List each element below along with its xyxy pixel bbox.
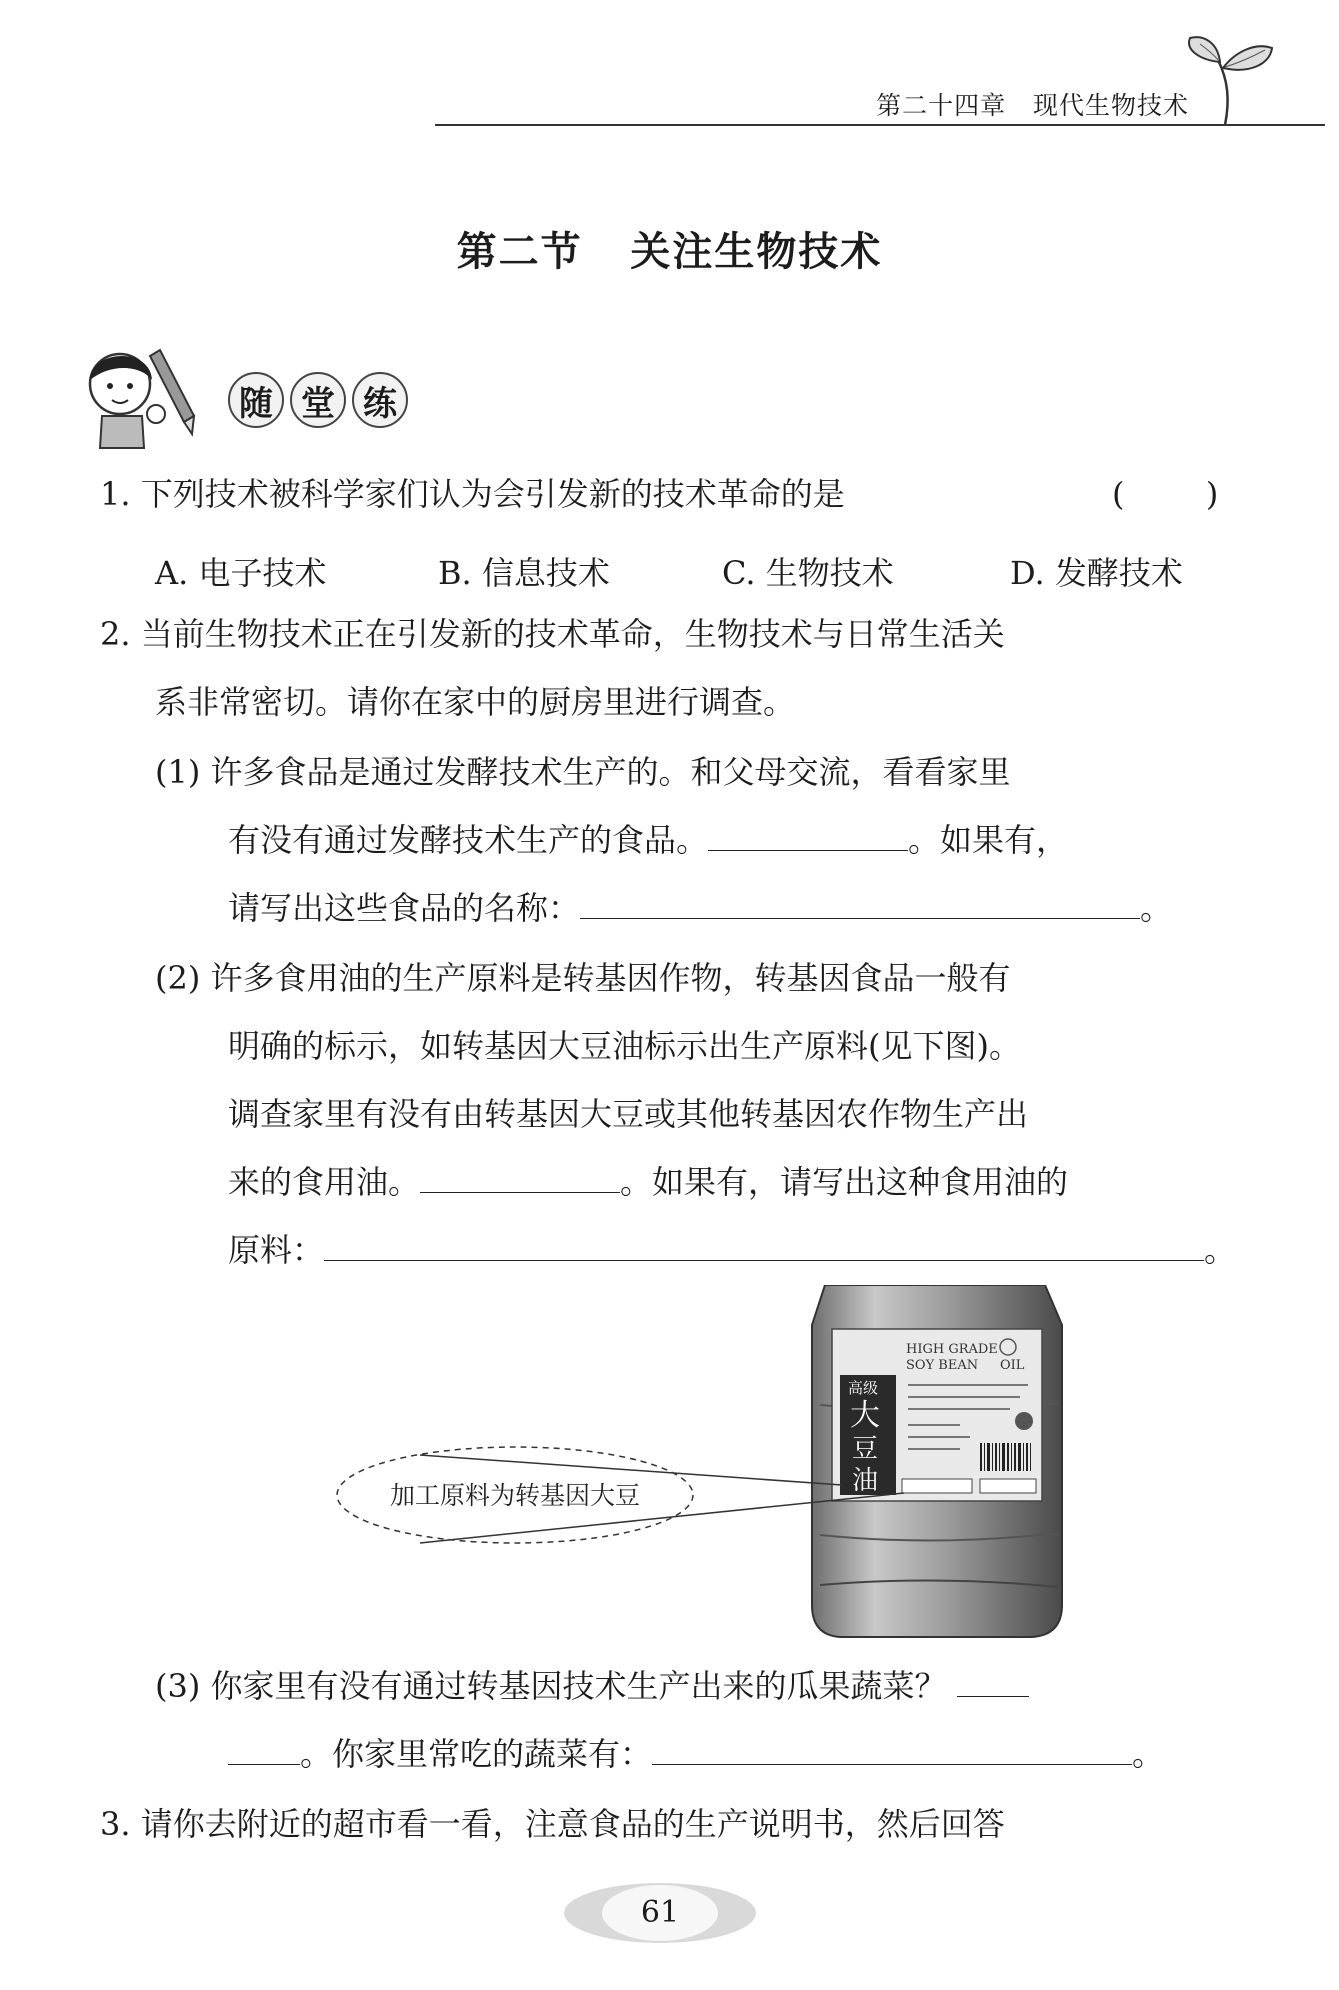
q2-line-1: 2. 当前生物技术正在引发新的技术革命，生物技术与日常生活关 — [100, 615, 1005, 653]
q2-p3-line-2 — [228, 1734, 1164, 1774]
bottle-label-cn: 油 — [852, 1466, 879, 1496]
q1-text: 1. 下列技术被科学家们认为会引发新的技术革命的是 — [100, 475, 845, 513]
bottle-label-cn: 豆 — [852, 1434, 879, 1464]
page-number: 61 — [640, 1895, 680, 1930]
q2-p1-text: 。 — [1140, 889, 1173, 927]
student-with-pencil-icon — [72, 336, 212, 456]
q2-p2-line-5 — [228, 1230, 1236, 1270]
q2-p2-line-3: 调查家里有没有由转基因大豆或其他转基因农作物生产出 — [228, 1095, 1029, 1133]
q2-p3-line-1 — [155, 1666, 1029, 1706]
q2-p2-line-1: (2) 许多食用油的生产原料是转基因作物，转基因食品一般有 — [155, 959, 1011, 997]
answer-blank[interactable] — [708, 820, 908, 851]
q1-answer-paren: ( ) — [1112, 475, 1219, 513]
figure-callout: 加工原料为转基因大豆 — [389, 1481, 641, 1510]
answer-blank[interactable] — [957, 1666, 1029, 1697]
practice-char: 练 — [352, 372, 408, 428]
q1-option-d: D. 发酵技术 — [1010, 554, 1183, 592]
q1-option-c: C. 生物技术 — [722, 554, 894, 592]
answer-blank[interactable] — [324, 1230, 1204, 1261]
q2-p2-text: 原料： — [228, 1231, 325, 1269]
q2-p2-line-2: 明确的标示，如转基因大豆油标示出生产原料(见下图)。 — [228, 1027, 1021, 1065]
q2-p2-line-4 — [228, 1162, 1068, 1202]
q2-p2-text: 来的食用油。 — [228, 1163, 421, 1201]
bottle-label-en: HIGH GRADE — [906, 1342, 998, 1357]
q2-p1-text: 请写出这些食品的名称： — [228, 889, 581, 927]
quality-seal-icon — [1015, 1412, 1033, 1430]
bottle-label-en: SOY BEAN — [906, 1358, 979, 1373]
q2-p3-text: 。 — [1132, 1735, 1165, 1773]
q2-p3-text: 。你家里常吃的蔬菜有： — [300, 1735, 653, 1773]
q1-option-b: B. 信息技术 — [438, 554, 610, 592]
q2-p3-text: (3) 你家里有没有通过转基因技术生产出来的瓜果蔬菜？ — [155, 1667, 947, 1705]
answer-blank[interactable] — [652, 1734, 1132, 1765]
q2-p2-text: 。 — [1204, 1231, 1237, 1269]
q2-p1-text: 。如果有， — [908, 821, 1069, 859]
practice-banner — [228, 372, 408, 428]
q2-p1-line-3 — [228, 888, 1172, 928]
q2-p2-text: 。如果有，请写出这种食用油的 — [620, 1163, 1069, 1201]
q2-p1-line-2 — [228, 820, 1068, 860]
practice-char: 随 — [228, 372, 284, 428]
soybean-oil-bottle-figure — [320, 1285, 1080, 1645]
answer-blank[interactable] — [420, 1162, 620, 1193]
section-title: 第二节 关注生物技术 — [456, 229, 883, 275]
bottle-label-cn: 高级 — [848, 1379, 879, 1397]
q2-line-2: 系非常密切。请你在家中的厨房里进行调查。 — [155, 683, 796, 721]
practice-char: 堂 — [290, 372, 346, 428]
answer-blank[interactable] — [228, 1734, 300, 1765]
running-header: 第二十四章 现代生物技术 — [876, 91, 1189, 120]
q3-line-1: 3. 请你去附近的超市看一看，注意食品的生产说明书，然后回答 — [100, 1805, 1005, 1843]
bottle-label-en: OIL — [1000, 1358, 1025, 1373]
bottle-label-cn: 大 — [850, 1398, 880, 1433]
answer-blank[interactable] — [580, 888, 1140, 919]
q1-option-a: A. 电子技术 — [155, 554, 327, 592]
sprout-icon — [1180, 30, 1280, 130]
q2-p1-line-1: (1) 许多食品是通过发酵技术生产的。和父母交流，看看家里 — [155, 753, 1011, 791]
q2-p1-text: 有没有通过发酵技术生产的食品。 — [228, 821, 709, 859]
